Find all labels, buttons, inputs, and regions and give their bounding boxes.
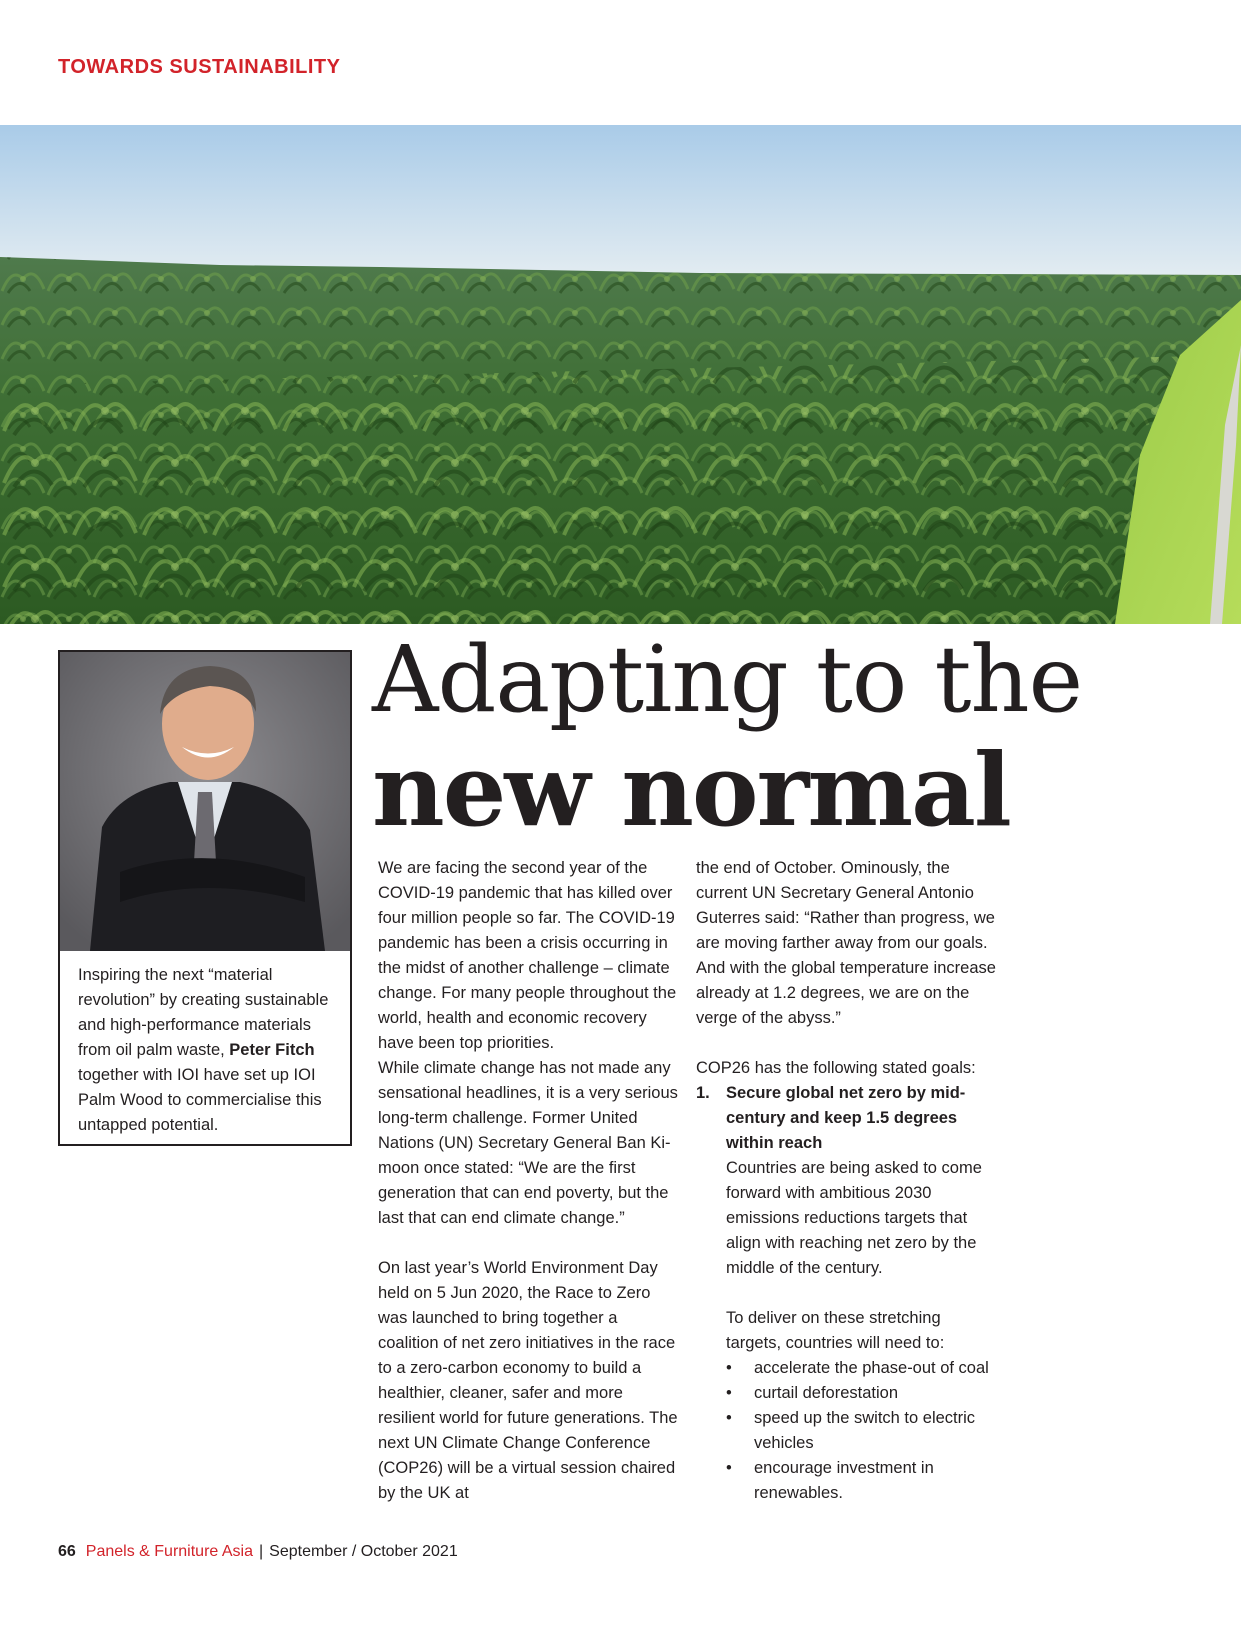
goal-bullet-list <box>726 1356 996 1506</box>
bullet-icon: • <box>726 1384 732 1402</box>
bullet-text: speed up the switch to electric vehicles <box>754 1409 976 1452</box>
caption-text-after: together with IOI have set up IOI Palm Wood to commercialise this untapped potential. <box>78 1066 322 1134</box>
bullet-text: curtail deforestation <box>754 1384 898 1402</box>
bullet-item <box>726 1356 996 1381</box>
footer-separator: | <box>259 1543 264 1560</box>
headline-line-2: new normal <box>372 731 1010 849</box>
body-paragraph: On last year’s World Environment Day held on 5 Jun 2020, the Race to Zero was launched to bring together a coalition of net zero initiatives in the race to a zero-carbon economy to build a healthier, cleaner, safer and more resilient world for future generations. The next UN Climate Change Conference (COP26) will be a virtual session chaired by the UK at <box>378 1259 678 1502</box>
bullet-item <box>726 1406 996 1456</box>
goal-number: 1. <box>696 1084 710 1102</box>
page-footer <box>58 1543 458 1561</box>
body-paragraph: the end of October. Ominously, the current UN Secretary General Antonio Guterres said: “Rather than progress, we are moving farther away from our goals. And with the global temperature increase already at 1.2 degrees, we are on the verge of the abyss.” <box>696 859 996 1027</box>
bullet-item <box>726 1381 996 1406</box>
publication-name: Panels & Furniture Asia <box>85 1543 253 1560</box>
body-paragraph: While climate change has not made any sensational headlines, it is a very serious long-term challenge. Former United Nations (UN) Secretary General Ban Ki-moon once stated: “We are the first generation that can end poverty, but the last that can end climate change.” <box>378 1059 678 1227</box>
palm-plantation-illustration <box>0 125 1241 624</box>
bullet-icon: • <box>726 1459 732 1477</box>
section-label: TOWARDS SUSTAINABILITY <box>58 56 341 78</box>
body-paragraph: COP26 has the following stated goals: <box>696 1059 976 1077</box>
bullet-icon: • <box>726 1359 732 1377</box>
bullet-text: accelerate the phase-out of coal <box>754 1359 989 1377</box>
bullet-icon: • <box>726 1409 732 1427</box>
body-column-1 <box>378 856 678 1506</box>
goal-text-2: To deliver on these stretching targets, countries will need to: <box>726 1309 945 1352</box>
caption-text-before: Inspiring the next “material revolution” by creating sustainable and high-performance materials from oil palm waste, <box>78 966 329 1059</box>
headline-line-1: Adapting to the <box>372 626 1083 733</box>
hero-photo-palm-plantation <box>0 125 1241 624</box>
body-column-2 <box>696 856 996 1506</box>
portrait-illustration <box>60 652 350 951</box>
goal-heading: Secure global net zero by mid-century and keep 1.5 degrees within reach <box>726 1084 966 1152</box>
page-number: 66 <box>58 1543 76 1560</box>
body-paragraph: We are facing the second year of the COVID-19 pandemic that has killed over four million people so far. The COVID-19 pandemic has been a crisis occurring in the midst of another challenge – climate change. For many people throughout the world, health and economic recovery have been top priorities. <box>378 859 677 1052</box>
bullet-item <box>726 1456 996 1506</box>
issue-date: September / October 2021 <box>269 1543 458 1560</box>
portrait-caption-box <box>58 650 352 1146</box>
portrait-photo-peter-fitch <box>60 652 350 951</box>
photo-caption <box>78 963 340 1138</box>
caption-person-name: Peter Fitch <box>229 1041 315 1059</box>
goal-text: Countries are being asked to come forward with ambitious 2030 emissions reductions targets that align with reaching net zero by the middle of the century. <box>726 1159 982 1277</box>
goal-list-item <box>696 1081 996 1506</box>
bullet-text: encourage investment in renewables. <box>754 1459 934 1502</box>
